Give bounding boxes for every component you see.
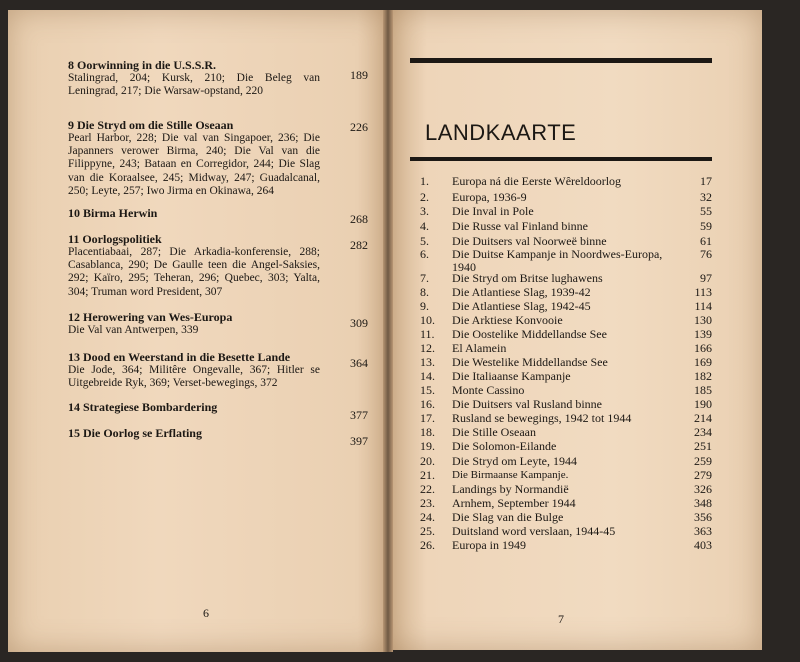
chapter-title: 11 Oorlogspolitiek [68, 232, 162, 246]
map-page: 214 [694, 411, 712, 425]
map-title: Die Birmaanse Kampanje. [452, 469, 569, 481]
map-number: 16. [420, 397, 435, 411]
map-title: Landings by Normandië [452, 482, 569, 496]
map-number: 22. [420, 482, 435, 496]
map-title: Duitsland word verslaan, 1944-45 [452, 524, 616, 538]
contents-entry [68, 232, 368, 299]
map-title: Die Russe val Finland binne [452, 219, 588, 233]
chapter-title: 13 Dood en Weerstand in die Besette Lande [68, 350, 291, 364]
map-page: 113 [694, 285, 712, 299]
map-number: 10. [420, 313, 435, 327]
map-title: Die Inval in Pole [452, 204, 534, 218]
map-number: 24. [420, 510, 435, 524]
map-page: 234 [694, 425, 712, 439]
map-number: 1. [420, 174, 429, 188]
map-page: 326 [694, 482, 712, 496]
map-page: 130 [694, 313, 712, 327]
map-title: Europa, 1936-9 [452, 190, 527, 204]
chapter-title: 8 Oorwinning in die U.S.S.R. [68, 58, 217, 72]
map-title: El Alamein [452, 341, 507, 355]
contents-entry [68, 400, 368, 422]
map-number: 12. [420, 341, 435, 355]
map-title: Die Duitsers val Rusland binne [452, 397, 602, 411]
map-page: 59 [700, 219, 712, 233]
map-number: 17. [420, 411, 435, 425]
chapter-sections: Pearl Harbor, 228; Die val van Singapoer, 236; Die Japanners verower Birma, 240; Die Val van die Filippyne, 243; Bataan en Corregidor, 244; Die Slag van die Koraalsee, 245; Midway, 247; Guadalcanal, 250; Leyte, 257; Iwo Jirma en Okinawa, 264 [68, 132, 320, 197]
map-title: Monte Cassino [452, 383, 525, 397]
map-page: 182 [694, 369, 712, 383]
chapter-title: 15 Die Oorlog se Erflating [68, 426, 202, 440]
contents-entry [68, 426, 368, 448]
map-page: 139 [694, 327, 712, 341]
map-page: 279 [694, 468, 712, 482]
map-number: 19. [420, 439, 435, 453]
map-title: Die Westelike Middellandse See [452, 355, 608, 369]
map-page: 185 [694, 383, 712, 397]
map-page: 97 [700, 271, 712, 285]
map-number: 23. [420, 496, 435, 510]
map-page: 348 [694, 496, 712, 510]
map-number: 15. [420, 383, 435, 397]
map-number: 8. [420, 285, 429, 299]
map-number: 3. [420, 204, 429, 218]
chapter-title: 10 Birma Herwin [68, 206, 158, 220]
map-title: Die Arktiese Konvooie [452, 313, 563, 327]
map-title: Die Atlantiese Slag, 1939-42 [452, 285, 591, 299]
chapter-page: 226 [350, 120, 368, 134]
map-title: Die Oostelike Middellandse See [452, 327, 607, 341]
map-title: Europa in 1949 [452, 538, 526, 552]
map-page: 363 [694, 524, 712, 538]
book-gutter [383, 10, 393, 652]
map-page: 190 [694, 397, 712, 411]
chapter-page: 189 [350, 68, 368, 82]
chapter-sections: Die Jode, 364; Militêre Ongevalle, 367; Hitler se Uitgebreide Ryk, 369; Verset-bewegings, 372 [68, 364, 320, 390]
map-page: 55 [700, 204, 712, 218]
map-page: 259 [694, 454, 712, 468]
page-number-left: 6 [203, 606, 209, 620]
contents-entry [68, 206, 368, 226]
heading-rule [410, 157, 712, 161]
map-page: 114 [694, 299, 712, 313]
chapter-page: 397 [350, 434, 368, 448]
map-page: 32 [700, 190, 712, 204]
map-page: 169 [694, 355, 712, 369]
contents-entry [68, 350, 368, 390]
map-number: 21. [420, 468, 435, 482]
map-number: 4. [420, 219, 429, 233]
map-page: 356 [694, 510, 712, 524]
map-title: Arnhem, September 1944 [452, 496, 576, 510]
map-page: 403 [694, 538, 712, 552]
map-title: Die Slag van die Bulge [452, 510, 564, 524]
chapter-sections: Die Val van Antwerpen, 339 [68, 324, 199, 336]
map-number: 7. [420, 271, 429, 285]
map-page: 61 [700, 234, 712, 248]
chapter-page: 268 [350, 212, 368, 226]
map-page: 17 [700, 174, 712, 188]
chapter-page: 377 [350, 408, 368, 422]
map-number: 26. [420, 538, 435, 552]
chapter-title: 12 Herowering van Wes-Europa [68, 310, 233, 324]
map-title: Die Stille Oseaan [452, 425, 536, 439]
map-title: Europa ná die Eerste Wêreldoorlog [452, 174, 622, 188]
map-number: 9. [420, 299, 429, 313]
map-title: Die Stryd om Britse lughawens [452, 271, 603, 285]
contents-entry [68, 310, 368, 337]
map-number: 2. [420, 190, 429, 204]
map-title: Die Duitse Kampanje in Noordwes-Europa, 1940 [452, 247, 663, 274]
contents-entry [68, 118, 368, 198]
map-page: 166 [694, 341, 712, 355]
map-number: 11. [420, 327, 435, 341]
map-title: Rusland se bewegings, 1942 tot 1944 [452, 411, 632, 425]
chapter-page: 282 [350, 238, 368, 252]
chapter-sections: Placentiabaai, 287; Die Arkadia-konferensie, 288; Casablanca, 290; De Gaulle teen die Angel-Saksies, 292; Kaïro, 295; Teheran, 296; Quebec, 303; Yalta, 304; Truman word President, 307 [68, 246, 320, 298]
map-title: Die Solomon-Eilande [452, 439, 557, 453]
map-number: 20. [420, 454, 435, 468]
top-rule [410, 58, 712, 63]
map-number: 5. [420, 234, 429, 248]
chapter-page: 364 [350, 356, 368, 370]
chapter-title: 14 Strategiese Bombardering [68, 400, 218, 414]
map-number: 25. [420, 524, 435, 538]
map-number: 13. [420, 355, 435, 369]
map-page: 251 [694, 439, 712, 453]
contents-entry [68, 58, 368, 98]
map-title: Die Stryd om Leyte, 1944 [452, 454, 577, 468]
section-heading: LANDKAARTE [425, 120, 577, 145]
chapter-sections: Stalingrad, 204; Kursk, 210; Die Beleg van Leningrad, 217; Die Warsaw-opstand, 220 [68, 72, 320, 98]
map-number: 14. [420, 369, 435, 383]
map-number: 6. [420, 247, 429, 261]
chapter-title: 9 Die Stryd om die Stille Oseaan [68, 118, 234, 132]
map-title: Die Duitsers val Noorweë binne [452, 234, 607, 248]
page-number-right: 7 [558, 612, 564, 626]
map-number: 18. [420, 425, 435, 439]
chapter-page: 309 [350, 316, 368, 330]
map-page: 76 [700, 247, 712, 261]
map-title: Die Atlantiese Slag, 1942-45 [452, 299, 591, 313]
map-title: Die Italiaanse Kampanje [452, 369, 571, 383]
